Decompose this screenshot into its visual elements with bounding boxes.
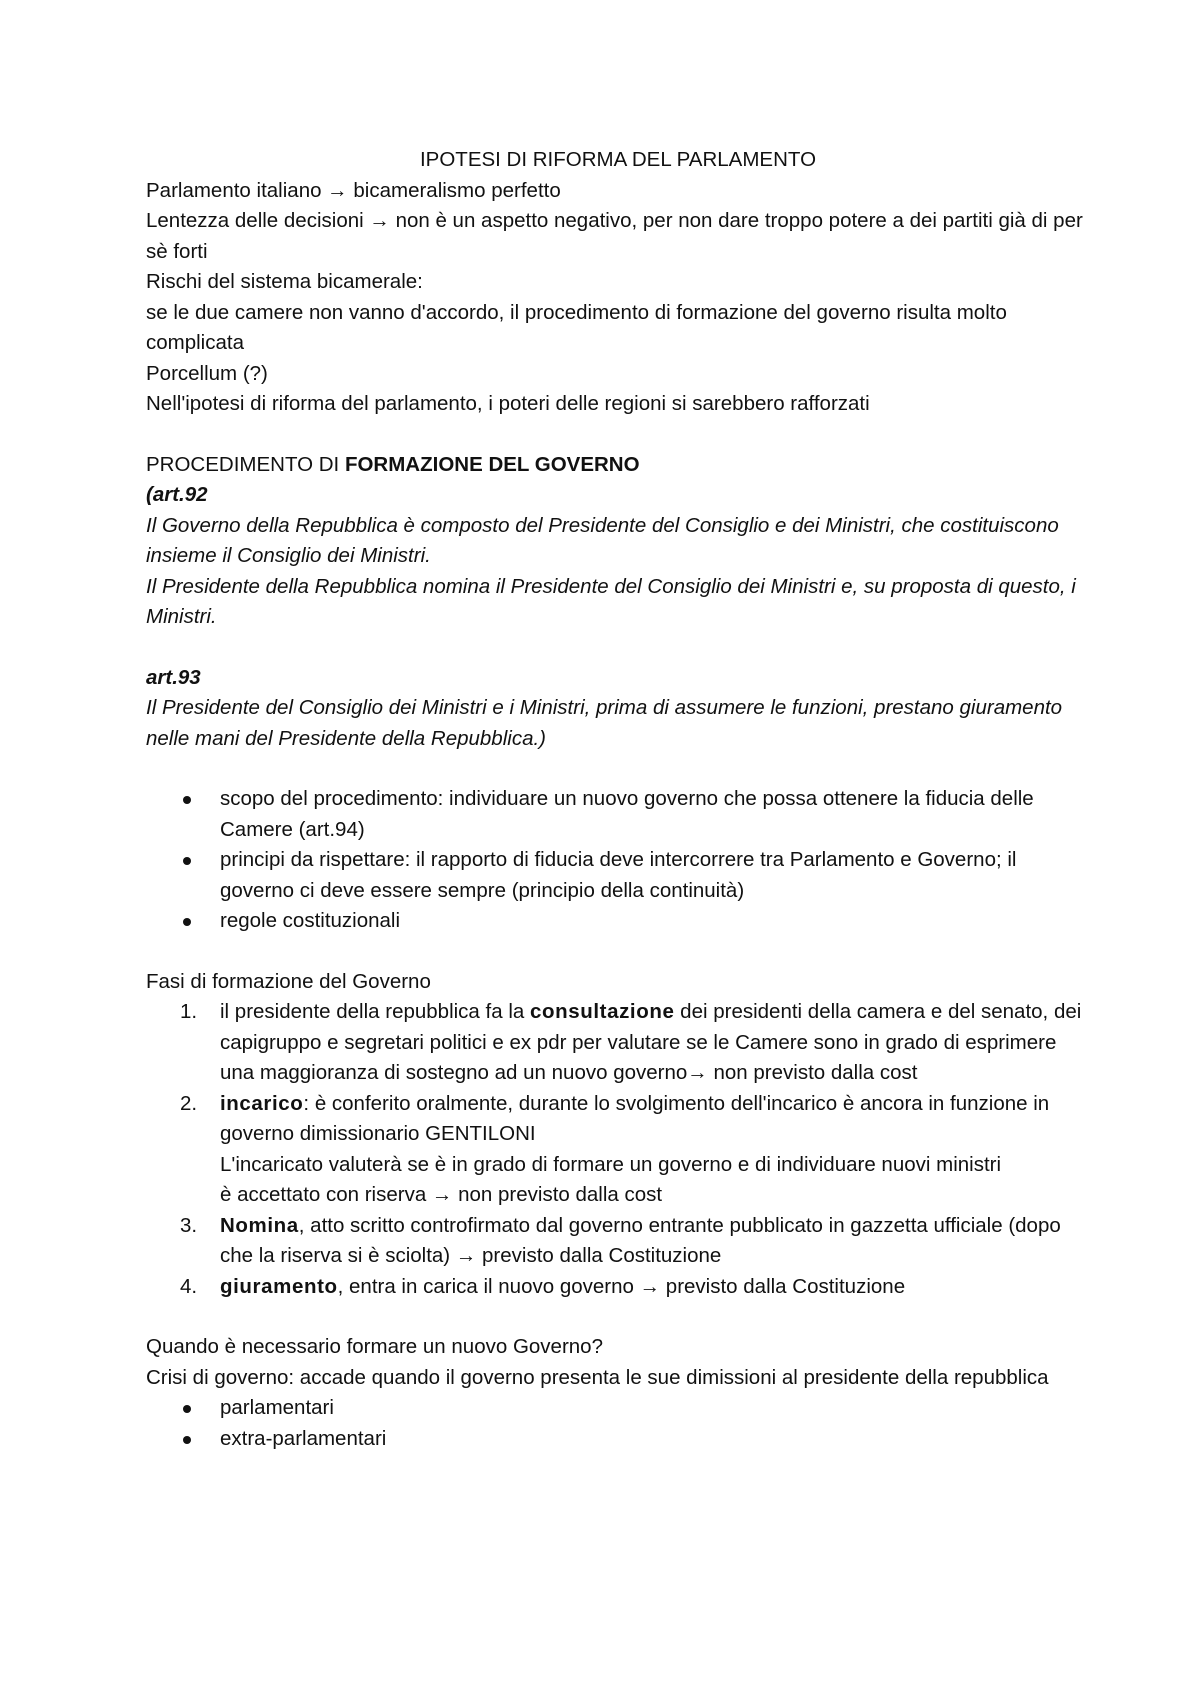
step-text: dei presidenti della camera e del senato, dei capigruppo e segretari politici e ex pdr per valutare se le Camere sono in grado di esprimere una maggioranza di sostegno ad un nuovo governo→ non previsto dalla cost bbox=[220, 1000, 1082, 1084]
list-number: 2. bbox=[180, 1091, 198, 1115]
fasi-numbered-list bbox=[146, 997, 1090, 1302]
step-keyword: giuramento bbox=[220, 1274, 338, 1298]
intro-line: Nell'ipotesi di riforma del parlamento, i poteri delle regioni si sarebbero rafforzati bbox=[146, 392, 870, 415]
crisi-question: Quando è necessario formare un nuovo Governo? bbox=[146, 1335, 603, 1358]
step-text: : è conferito oralmente, durante lo svolgimento dell'incarico è ancora in funzione in governo dimissionario GENTILONI bbox=[220, 1091, 1050, 1145]
intro-line: Porcellum (?) bbox=[146, 361, 268, 385]
list-item: extra-parlamentari bbox=[220, 1424, 1090, 1455]
step-text: , atto scritto controfirmato dal governo entrante pubblicato in gazzetta ufficiale (dopo che la riserva si è sciolta) → previsto dalla Costituzione bbox=[220, 1213, 1061, 1267]
fasi-heading: Fasi di formazione del Governo bbox=[146, 969, 431, 993]
step-text: , entra in carica il nuovo governo → previsto dalla Costituzione bbox=[337, 1274, 906, 1298]
list-item: principi da rispettare: il rapporto di fiducia deve intercorrere tra Parlamento e Governo; il governo ci deve essere sempre (principio della continuità) bbox=[220, 845, 1090, 906]
intro-line: Lentezza delle decisioni → non è un aspetto negativo, per non dare troppo potere a dei partiti già di per sè forti bbox=[146, 209, 1083, 263]
step-note: L'incaricato valuterà se è in grado di formare un governo e di individuare nuovi ministri bbox=[220, 1152, 1002, 1176]
intro-line: Parlamento italiano → bicameralismo perfetto bbox=[146, 178, 561, 202]
step-note: è accettato con riserva → non previsto dalla cost bbox=[220, 1183, 663, 1206]
step-keyword: incarico bbox=[220, 1091, 304, 1115]
document-title: IPOTESI DI RIFORMA DEL PARLAMENTO bbox=[419, 148, 817, 171]
spacer bbox=[146, 937, 1090, 967]
article-92-text: Il Governo della Repubblica è composto del Presidente del Consiglio e dei Ministri, che costituiscono insieme il Consiglio dei Ministri. bbox=[146, 513, 1059, 567]
list-item: regole costituzionali bbox=[220, 906, 1090, 937]
crisi-definition: Crisi di governo: accade quando il governo presenta le sue dimissioni al presidente della repubblica bbox=[146, 1365, 1049, 1389]
article-92-text: Il Presidente della Repubblica nomina il Presidente del Consiglio dei Ministri e, su proposta di questo, i Ministri. bbox=[146, 574, 1076, 628]
intro-line: se le due camere non vanno d'accordo, il procedimento di formazione del governo risulta molto complicata bbox=[146, 300, 1007, 354]
spacer bbox=[146, 633, 1090, 663]
crisi-types-list bbox=[146, 1393, 1090, 1454]
heading-bold: FORMAZIONE DEL GOVERNO bbox=[344, 452, 640, 476]
list-item bbox=[180, 1089, 1090, 1211]
spacer bbox=[146, 754, 1090, 784]
list-number: 4. bbox=[180, 1274, 198, 1298]
list-item: parlamentari bbox=[220, 1393, 1090, 1424]
list-item: scopo del procedimento: individuare un nuovo governo che possa ottenere la fiducia delle Camere (art.94) bbox=[220, 784, 1090, 845]
step-keyword: consultazione bbox=[529, 1000, 675, 1023]
list-number: 1. bbox=[180, 1000, 198, 1023]
article-92-heading: (art.92 bbox=[146, 483, 208, 506]
article-93-text: Il Presidente del Consiglio dei Ministri e i Ministri, prima di assumere le funzioni, prestano giuramento nelle mani del Presidente della Repubblica.) bbox=[146, 696, 1063, 750]
list-number: 3. bbox=[180, 1213, 198, 1237]
heading-prefix: PROCEDIMENTO DI bbox=[146, 452, 345, 476]
intro-line: Rischi del sistema bicamerale: bbox=[146, 270, 423, 293]
spacer bbox=[146, 1302, 1090, 1332]
list-item bbox=[180, 1211, 1090, 1272]
list-item bbox=[180, 1272, 1090, 1303]
list-item bbox=[180, 997, 1090, 1089]
step-keyword: Nomina bbox=[220, 1213, 299, 1237]
step-text: il presidente della repubblica fa la bbox=[220, 1000, 530, 1023]
spacer bbox=[146, 420, 1090, 450]
procedure-bullet-list bbox=[146, 784, 1090, 937]
section-heading-procedimento bbox=[146, 450, 1090, 481]
article-93-heading: art.93 bbox=[146, 665, 201, 689]
